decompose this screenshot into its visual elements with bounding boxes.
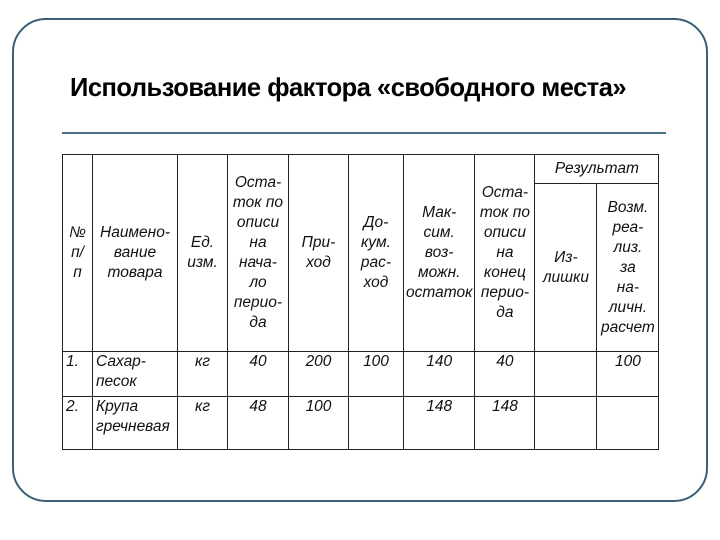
cell-unit: кг xyxy=(178,397,228,450)
cell-closing: 148 xyxy=(475,397,535,450)
cell-surplus xyxy=(535,397,597,450)
cell-max: 148 xyxy=(404,397,475,450)
header-opening: Оста- ток по описи на нача- ло перио- да xyxy=(228,155,289,352)
header-surplus: Из- лишки xyxy=(535,184,597,352)
header-result: Результат xyxy=(535,155,659,184)
cell-opening: 48 xyxy=(228,397,289,450)
cell-name: Сахар- песок xyxy=(93,352,178,397)
inventory-table xyxy=(62,154,659,450)
cell-unit: кг xyxy=(178,352,228,397)
cell-num: 2. xyxy=(63,397,93,450)
table-row xyxy=(63,397,659,450)
header-docs: До- кум. рас- ход xyxy=(349,155,404,352)
header-incoming: При- ход xyxy=(289,155,349,352)
header-unit: Ед. изм. xyxy=(178,155,228,352)
cell-docs: 100 xyxy=(349,352,404,397)
cell-incoming: 200 xyxy=(289,352,349,397)
cell-shortage xyxy=(597,397,659,450)
cell-shortage: 100 xyxy=(597,352,659,397)
cell-opening: 40 xyxy=(228,352,289,397)
cell-name: Крупа гречневая xyxy=(93,397,178,450)
cell-docs xyxy=(349,397,404,450)
title-divider xyxy=(62,132,666,134)
header-closing: Оста- ток по описи на конец перио- да xyxy=(475,155,535,352)
header-name: Наимено- вание товара xyxy=(93,155,178,352)
header-num: № п/ п xyxy=(63,155,93,352)
header-shortage: Возм. реа- лиз. за на- личн. расчет xyxy=(597,184,659,352)
page-title: Использование фактора «свободного места» xyxy=(70,72,627,102)
cell-surplus xyxy=(535,352,597,397)
cell-closing: 40 xyxy=(475,352,535,397)
cell-max: 140 xyxy=(404,352,475,397)
header-row xyxy=(63,155,659,184)
cell-incoming: 100 xyxy=(289,397,349,450)
header-max: Мак- сим. воз- можн. остаток xyxy=(404,155,475,352)
cell-num: 1. xyxy=(63,352,93,397)
table-row xyxy=(63,352,659,397)
